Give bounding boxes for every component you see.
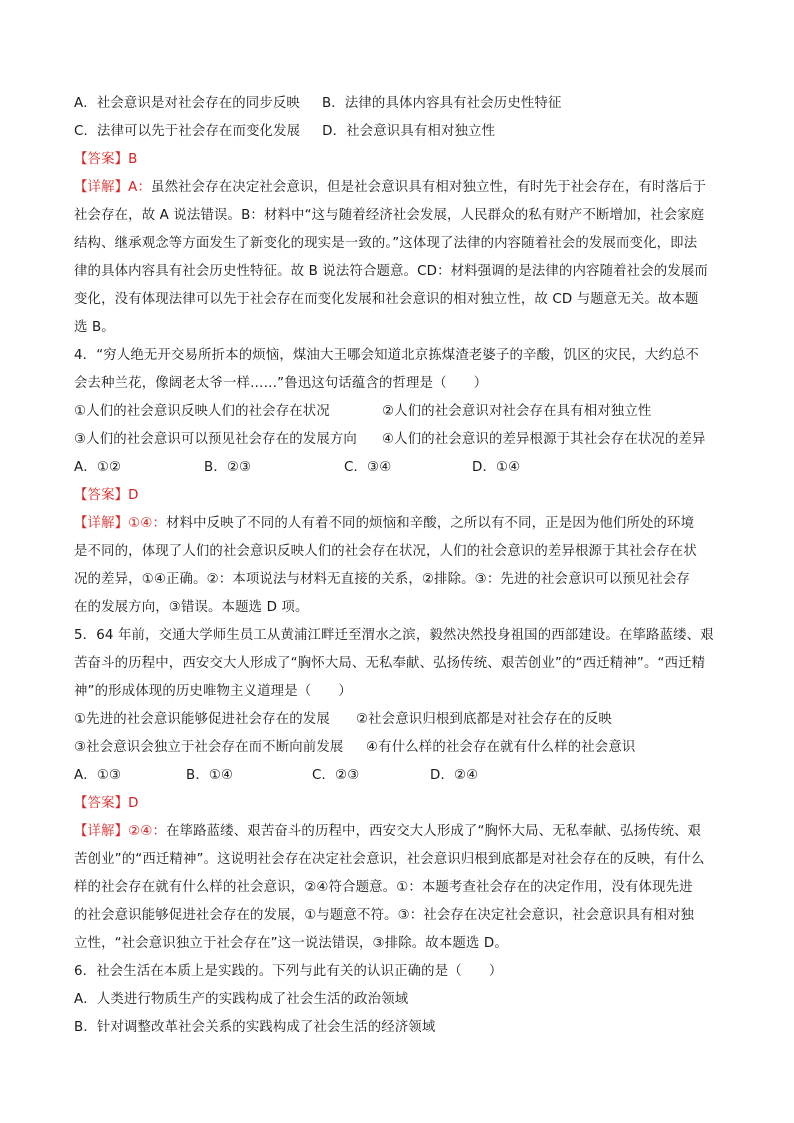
q4-item-1: ①人们的社会意识反映人们的社会存在状况	[74, 404, 330, 419]
q6-option-b: B．针对调整改革社会关系的实践构成了社会生活的经济领域	[74, 1020, 436, 1035]
q5-option-a: A．①③	[74, 768, 122, 783]
q5-option-d: D．②④	[430, 768, 479, 783]
q5-detail-line-5: 立性，“社会意识独立于社会存在”这一说法错误，③排除。故本题选 D。	[74, 936, 508, 951]
q4-stem-line-2: 会去种兰花，像阔老太爷一样……”鲁迅这句话蕴含的哲理是（ ）	[74, 376, 488, 391]
q4-detail-text: 材料中反映了不同的人有着不同的烦恼和辛酸，之所以有不同，正是因为他们所处的环境	[166, 516, 695, 531]
q3-detail-label: 【详解】	[74, 180, 129, 195]
q3-detail-line-4: 律的具体内容具有社会历史性特征。故 B 说法符合题意。CD：材料强调的是法律的内容随着社会的发展而	[74, 264, 708, 279]
q5-item-2: ②社会意识归根到底都是对社会存在的反映	[356, 712, 612, 727]
q3-option-d: D．社会意识具有相对独立性	[322, 124, 496, 139]
q5-stem-line-3: 神”的形成体现的历史唯物主义道理是（ ）	[74, 684, 352, 699]
q4-option-a: A．①②	[74, 460, 122, 475]
q4-item-4: ④人们的社会意识的差异根源于其社会存在状况的差异	[382, 432, 706, 447]
q4-option-b: B．②③	[204, 460, 252, 475]
q3-options-row-1	[74, 95, 562, 113]
q4-detail-line-2: 是不同的，体现了人们的社会意识反映人们的社会存在状况，人们的社会意识的差异根源于其社会存在状	[74, 544, 697, 559]
q5-detail-line-4: 的社会意识能够促进社会存在的发展，①与题意不符。③：社会存在决定社会意识，社会意识具有相对独	[74, 908, 695, 923]
q4-options-row	[74, 459, 520, 477]
q5-item-3: ③社会意识会独立于社会存在而不断向前发展	[74, 740, 344, 755]
q4-stem-line-1: 4．“穷人绝无开交易所折本的烦恼，煤油大王哪会知道北京拣煤渣老婆子的辛酸，饥区的灾民，大约总不	[74, 348, 700, 363]
q5-item-4: ④有什么样的社会存在就有什么样的社会意识	[366, 740, 636, 755]
q5-stem-line-1: 5．64 年前，交通大学师生员工从黄浦江畔迁至渭水之滨，毅然决然投身祖国的西部建设。在筚路蓝缕、艰	[74, 628, 714, 643]
q4-option-c: C．③④	[344, 460, 392, 475]
q3-option-b: B．法律的具体内容具有社会历史性特征	[321, 96, 562, 111]
q4-detail-line-4: 在的发展方向，③错误。本题选 D 项。	[74, 600, 309, 615]
q5-answer: 【答案】D	[74, 796, 139, 811]
q4-detail-lead: ①④：	[128, 516, 167, 531]
q5-items-row-1	[74, 711, 612, 729]
q6-option-a: A．人类进行物质生产的实践构成了社会生活的政治领域	[74, 992, 409, 1007]
q4-option-d: D．①④	[472, 460, 521, 475]
q3-detail-line-2: 社会存在，故 A 说法错误。B：材料中“这与随着经济社会发展，人民群众的私有财产不断增加，社会家庭	[74, 208, 705, 223]
q5-detail-line-2: 苦创业”的“西迁精神”。这说明社会存在决定社会意识，社会意识归根到底都是对社会存在的反映，有什么	[74, 852, 705, 867]
q4-answer: 【答案】D	[74, 488, 139, 503]
q5-option-c: C．②③	[312, 768, 360, 783]
q4-items-row-1	[74, 403, 651, 421]
q5-option-b: B．①④	[186, 768, 234, 783]
q5-detail-text: 在筚路蓝缕、艰苦奋斗的历程中，西安交大人形成了“胸怀大局、无私奉献、弘扬传统、艰	[166, 824, 702, 839]
q4-detail-line-1	[74, 515, 694, 533]
q3-detail-line-6: 选 B。	[74, 320, 115, 335]
q5-detail-line-1	[74, 823, 701, 841]
q4-item-2: ②人们的社会意识对社会存在具有相对独立性	[382, 404, 652, 419]
q3-detail-text: 虽然社会存在决定社会意识，但是社会意识具有相对独立性，有时先于社会存在，有时落后于	[151, 180, 707, 195]
q5-item-1: ①先进的社会意识能够促进社会存在的发展	[74, 712, 330, 727]
q3-option-a: A．社会意识是对社会存在的同步反映	[74, 96, 300, 111]
q5-detail-line-3: 样的社会存在就有什么样的社会意识，②④符合题意。①：本题考查社会存在的决定作用，没有体现先进	[74, 880, 693, 895]
q3-detail-line-1	[74, 179, 706, 197]
q3-options-row-2	[74, 123, 495, 141]
q4-detail-line-3: 况的差异，①④正确。②：本项说法与材料无直接的关系，②排除。③：先进的社会意识可以预见社会存	[74, 572, 690, 587]
q3-detail-line-3: 结构、继承观念等方面发生了新变化的现实是一致的。”这体现了法律的内容随着社会的发展而变化，即法	[74, 236, 698, 251]
q5-items-row-2	[74, 739, 635, 757]
q3-option-c: C．法律可以先于社会存在而变化发展	[74, 124, 301, 139]
q3-detail-a-marker: A：	[128, 180, 152, 195]
q4-items-row-2	[74, 431, 706, 449]
q4-detail-label: 【详解】	[74, 516, 129, 531]
q5-detail-lead: ②④：	[128, 824, 167, 839]
q6-stem-line-1: 6．社会生活在本质上是实践的。下列与此有关的认识正确的是（ ）	[74, 964, 503, 979]
q5-stem-line-2: 苦奋斗的历程中，西安交大人形成了“胸怀大局、无私奉献、弘扬传统、艰苦创业”的“西迁精神”。“西迁精	[74, 656, 706, 671]
q3-answer: 【答案】B	[74, 152, 138, 167]
q5-options-row	[74, 767, 478, 785]
q4-item-3: ③人们的社会意识可以预见社会存在的发展方向	[74, 432, 357, 447]
q5-detail-label: 【详解】	[74, 824, 129, 839]
q3-detail-line-5: 变化，没有体现法律可以先于社会存在而变化发展和社会意识的相对独立性，故 CD 与题意无关。故本题	[74, 292, 699, 307]
